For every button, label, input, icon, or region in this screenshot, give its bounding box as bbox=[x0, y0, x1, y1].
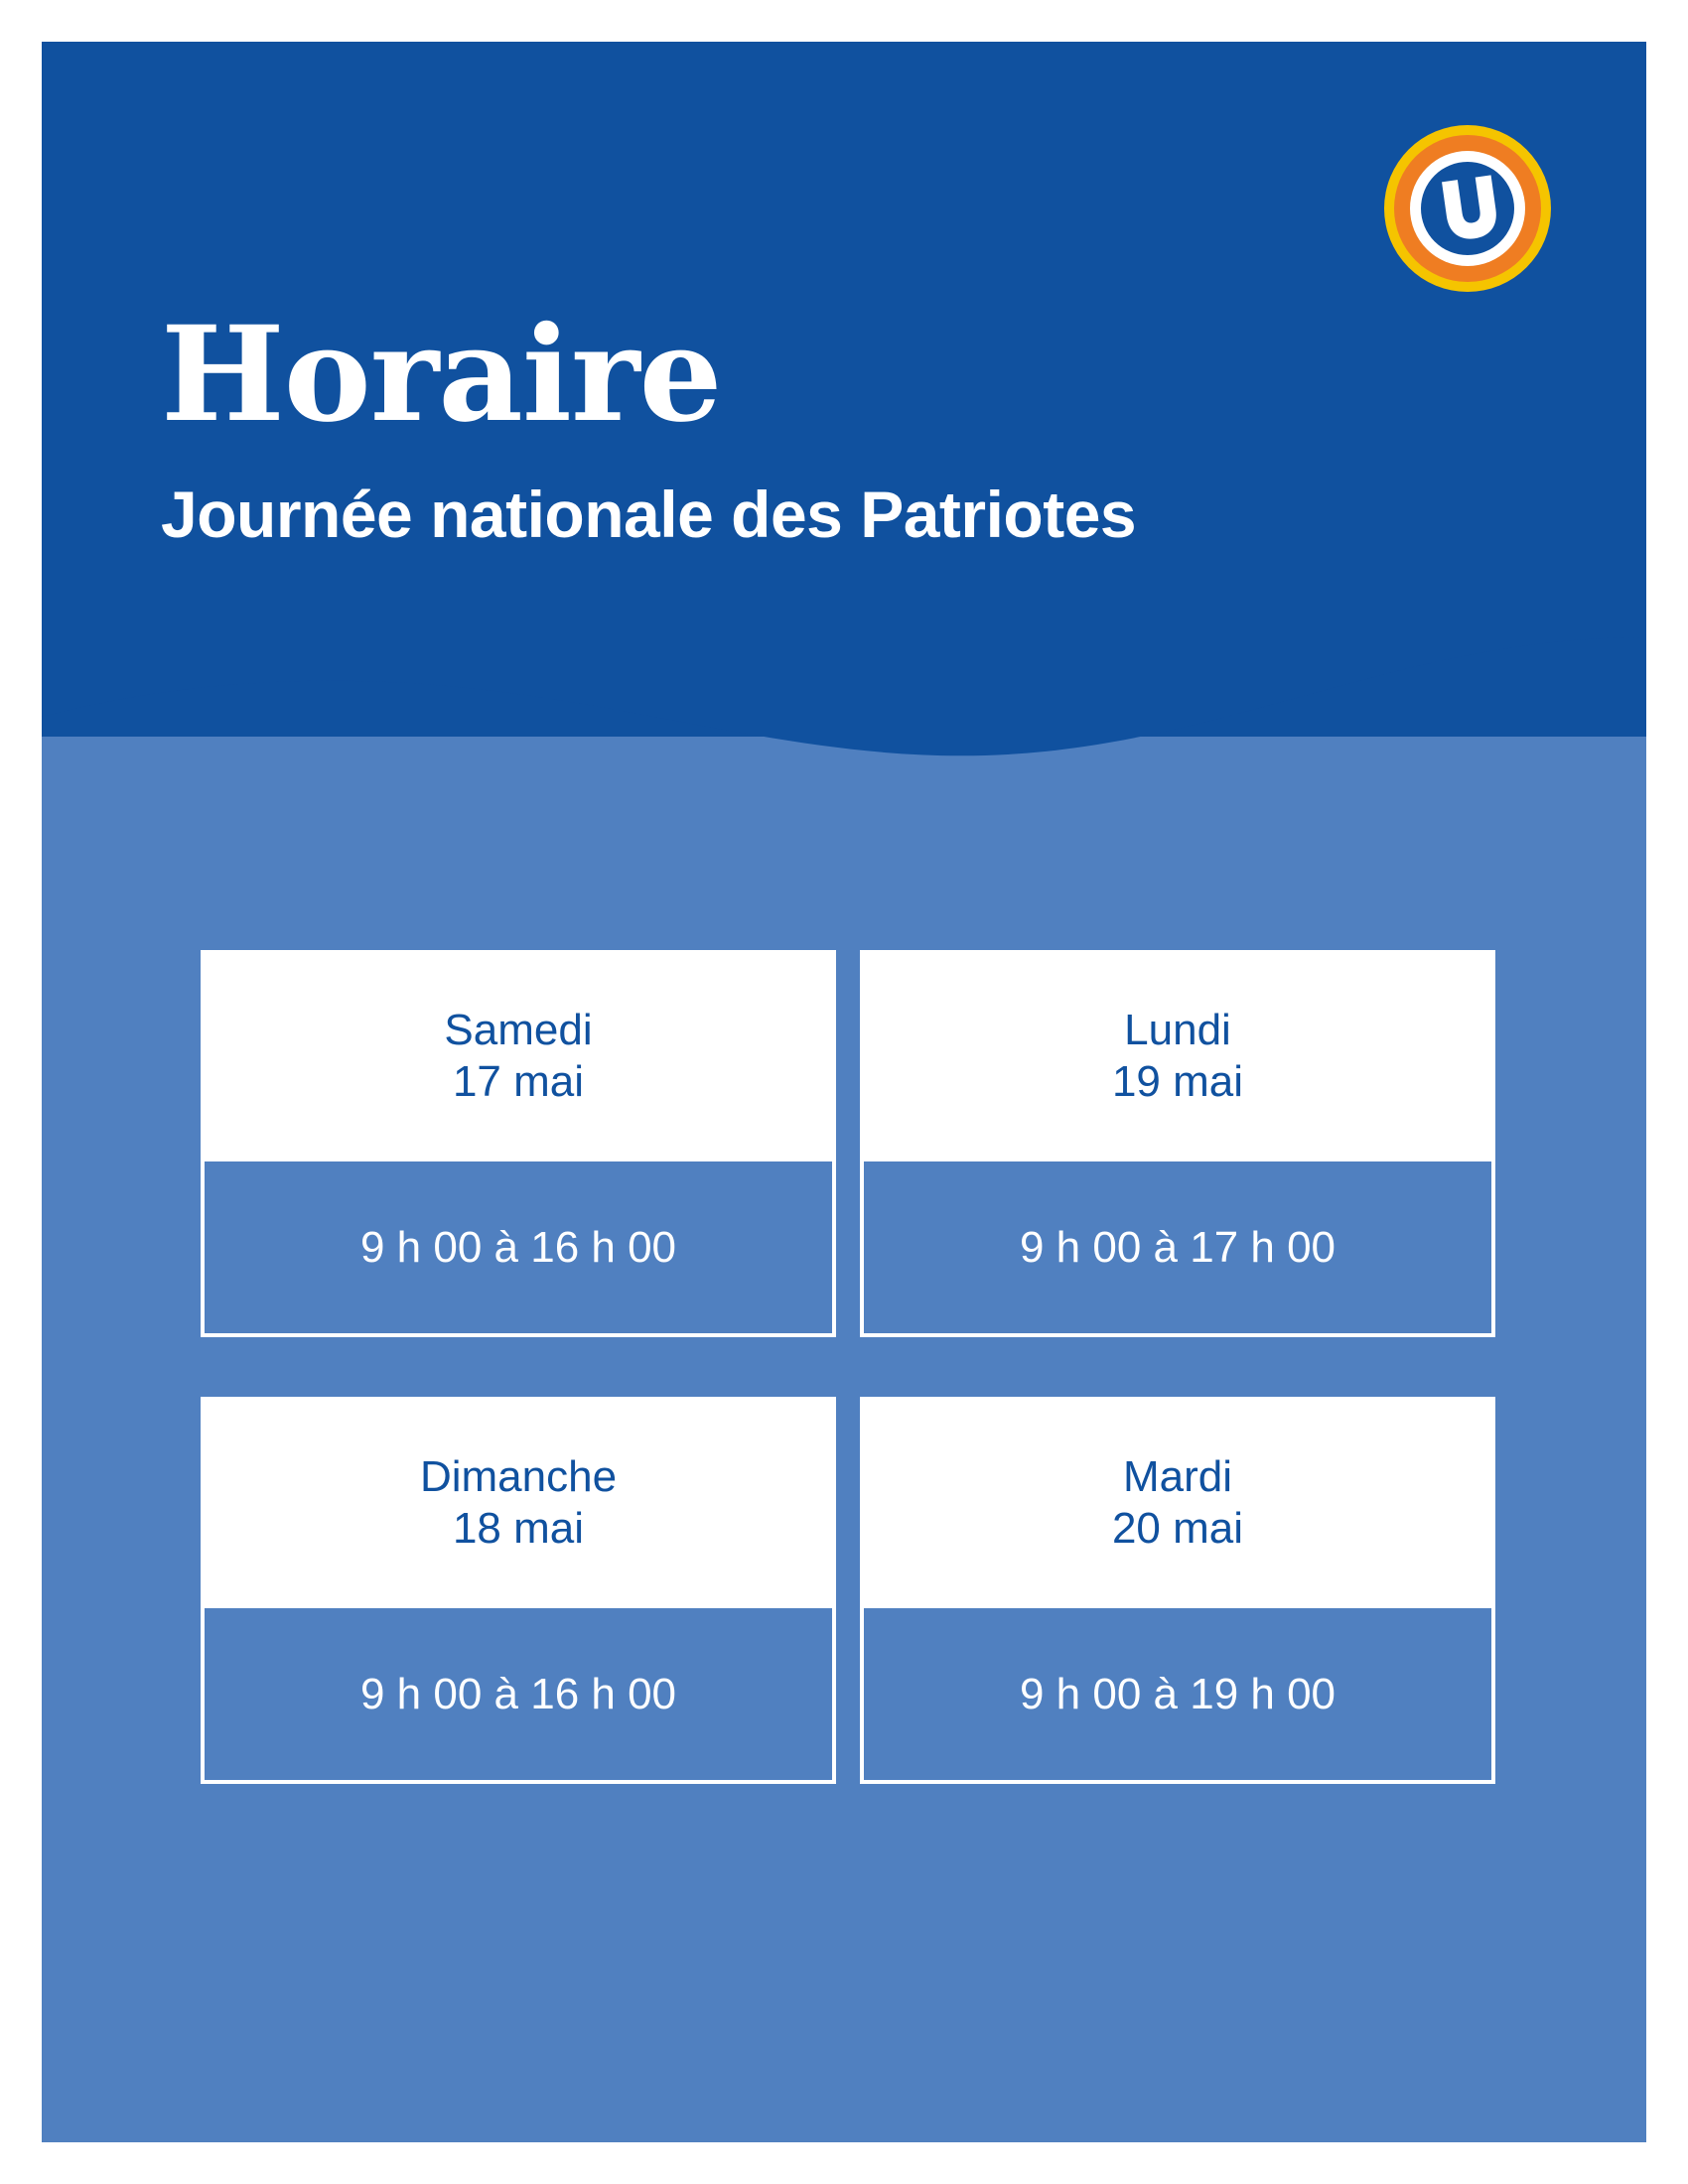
schedule-day: Lundi bbox=[1124, 1005, 1231, 1054]
schedule-date: 20 mai bbox=[1111, 1503, 1244, 1553]
schedule-grid bbox=[201, 950, 1491, 1784]
schedule-card-header bbox=[205, 954, 832, 1158]
schedule-day: Samedi bbox=[444, 1005, 593, 1054]
schedule-card bbox=[201, 1397, 836, 1784]
schedule-card bbox=[201, 950, 836, 1337]
poster bbox=[42, 42, 1646, 2142]
schedule-card-header bbox=[205, 1401, 832, 1604]
page-title: Horaire bbox=[161, 298, 722, 452]
header-wave-divider bbox=[42, 598, 1646, 836]
schedule-card bbox=[860, 1397, 1495, 1784]
u-logo-icon bbox=[1380, 121, 1555, 296]
schedule-hours: 9 h 00 à 19 h 00 bbox=[864, 1604, 1491, 1780]
title-block bbox=[161, 298, 1452, 551]
schedule-card-header bbox=[864, 954, 1491, 1158]
schedule-card-header bbox=[864, 1401, 1491, 1604]
schedule-date: 17 mai bbox=[452, 1056, 585, 1106]
schedule-day: Mardi bbox=[1122, 1451, 1233, 1501]
schedule-card bbox=[860, 950, 1495, 1337]
schedule-date: 19 mai bbox=[1111, 1056, 1244, 1106]
schedule-date: 18 mai bbox=[452, 1503, 585, 1553]
schedule-day: Dimanche bbox=[419, 1451, 618, 1501]
schedule-hours: 9 h 00 à 17 h 00 bbox=[864, 1158, 1491, 1333]
schedule-hours: 9 h 00 à 16 h 00 bbox=[205, 1158, 832, 1333]
page-subtitle: Journée nationale des Patriotes bbox=[161, 478, 1137, 551]
schedule-hours: 9 h 00 à 16 h 00 bbox=[205, 1604, 832, 1780]
